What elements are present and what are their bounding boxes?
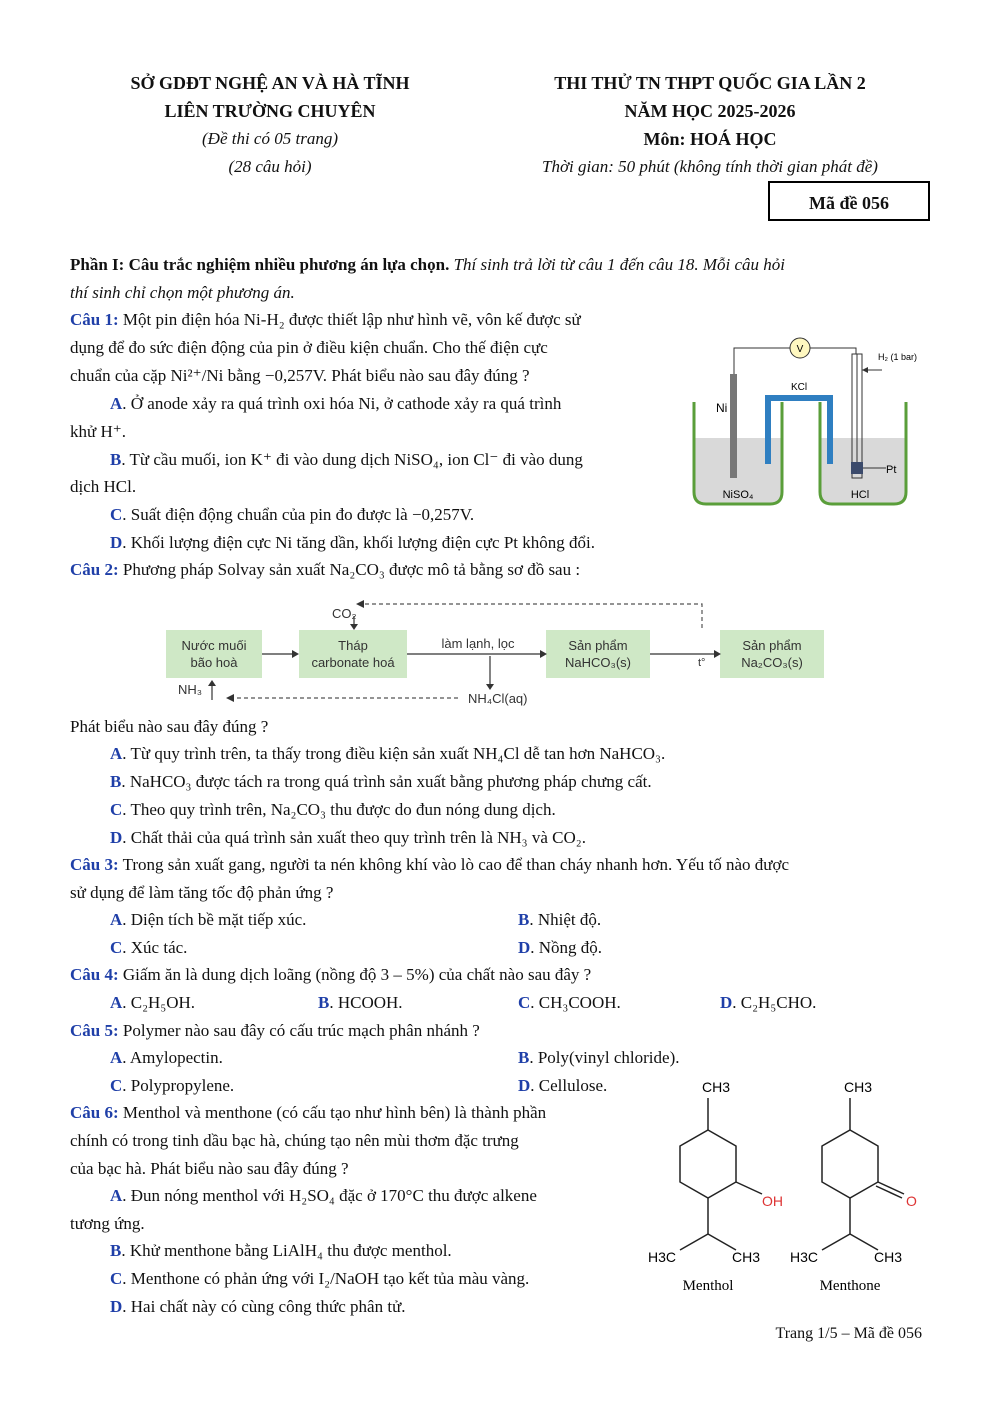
- q2-question: Phát biểu nào sau đây đúng ?: [70, 717, 269, 736]
- q1-option-b[interactable]: [110, 449, 583, 471]
- option-letter: D: [110, 1297, 123, 1316]
- q1-stem-2: dụng để đo sức điện động của pin ở điều kiện chuẩn. Cho thế điện cực: [70, 338, 548, 357]
- option-text: . Nhiệt độ.: [529, 910, 602, 929]
- menthol-h3c: H3C: [648, 1249, 677, 1265]
- q6-stem-2: chính có trong tinh dầu bạc hà, chúng tạo nên mùi thơm đặc trưng: [70, 1131, 519, 1150]
- option-letter: B: [518, 910, 530, 929]
- q6-option-a[interactable]: [110, 1185, 537, 1207]
- option-text: . Từ quy trình trên, ta thấy trong điều kiện sản xuất NH₄Cl dễ tan hơn NaHCO₃.: [122, 744, 666, 763]
- option-letter: C: [110, 800, 123, 819]
- pt-plate: [851, 462, 863, 474]
- menthol-ch3-top: CH3: [702, 1079, 731, 1095]
- menthone-label: Menthone: [819, 1278, 881, 1294]
- school-year: NĂM HỌC 2025-2026: [624, 101, 796, 121]
- q2-label: Câu 2:: [70, 560, 119, 579]
- q4-option-c[interactable]: [518, 992, 621, 1014]
- q2-option-b[interactable]: [110, 771, 652, 793]
- q3-stem-1: [70, 854, 789, 876]
- ni-label: Ni: [716, 401, 728, 415]
- option-text: . Amylopectin.: [122, 1048, 223, 1067]
- co2-down-arrow: [350, 624, 358, 630]
- q6-label: Câu 6:: [70, 1103, 119, 1122]
- duration: Thời gian: 50 phút (không tính thời gian phát đề): [542, 157, 878, 176]
- question-count-note: (28 câu hỏi): [228, 157, 312, 176]
- option-letter: D: [518, 938, 531, 957]
- option-text: . Xúc tác.: [122, 938, 188, 957]
- option-letter: D: [110, 828, 123, 847]
- option-letter: B: [318, 993, 330, 1012]
- option-text: . Diện tích bề mặt tiếp xúc.: [122, 910, 307, 929]
- q4-label: Câu 4:: [70, 965, 119, 984]
- q6-option-b[interactable]: [110, 1240, 452, 1262]
- option-text: . Polypropylene.: [122, 1076, 235, 1095]
- menthone-structure: [822, 1098, 904, 1250]
- voltmeter-label: V: [796, 344, 804, 355]
- q2-option-a[interactable]: [110, 743, 665, 765]
- option-letter: A: [110, 910, 123, 929]
- q5-option-a[interactable]: [110, 1047, 223, 1069]
- option-text: . Cellulose.: [530, 1076, 608, 1095]
- option-text: . C₂H₅CHO.: [732, 993, 817, 1012]
- h2-label: H₂ (1 bar): [878, 352, 918, 362]
- q6-text: Menthol và menthone (có cấu tạo như hình bên) là thành phần: [122, 1103, 547, 1122]
- box4-line1: Sản phẩm: [742, 638, 802, 653]
- option-letter: D: [110, 533, 123, 552]
- option-text: . Từ cầu muối, ion K⁺ đi vào dung dịch NiSO₄, ion Cl⁻ đi vào dung: [121, 450, 583, 469]
- option-letter: B: [110, 1241, 122, 1260]
- part1-instruction-2: thí sinh chỉ chọn một phương án.: [70, 283, 295, 302]
- menthol-structure: [680, 1098, 762, 1250]
- ni-electrode: [730, 374, 737, 478]
- left-wire: [734, 348, 790, 374]
- q1-stem-3: chuẩn của cặp Ni²⁺/Ni bằng −0,257V. Phát biểu nào sau đây đúng ?: [70, 366, 530, 385]
- option-text: . Đun nóng menthol với H₂SO₄ đặc ở 170°C thu được alkene: [122, 1186, 537, 1205]
- option-text: . Hai chất này có cùng công thức phân tử.: [122, 1297, 406, 1316]
- menthone-h3c: H3C: [790, 1249, 819, 1265]
- hcl-label: HCl: [850, 489, 870, 501]
- q3-stem-2: sử dụng để làm tăng tốc độ phản ứng ?: [70, 883, 334, 902]
- box2-line1: Tháp: [338, 638, 368, 653]
- q3-option-a[interactable]: [110, 909, 306, 931]
- nh4cl-label: NH₄Cl(aq): [468, 691, 528, 706]
- option-letter: C: [110, 1076, 123, 1095]
- option-text: . HCOOH.: [329, 993, 403, 1012]
- menthol-label: Menthol: [682, 1278, 734, 1294]
- q3-text: Trong sản xuất gang, người ta nén không khí vào lò cao để than cháy nhanh hơn. Yếu tố nào được: [122, 855, 790, 874]
- menthone-o: O: [906, 1193, 917, 1209]
- option-letter: A: [110, 744, 123, 763]
- option-text: . Chất thải của quá trình sản xuất theo quy trình trên là NH₃ và CO₂.: [122, 828, 586, 847]
- box3-line1: Sản phẩm: [568, 638, 628, 653]
- menthol-ch3-right: CH3: [732, 1249, 761, 1265]
- q4-option-b[interactable]: [318, 992, 403, 1014]
- q4-option-d[interactable]: [720, 992, 816, 1014]
- co2-label: CO₂: [332, 606, 357, 621]
- option-letter: B: [518, 1048, 530, 1067]
- heating-label: t°: [698, 657, 706, 669]
- arrow-1-head: [292, 650, 299, 658]
- q2-option-d[interactable]: [110, 827, 586, 849]
- q1-label: Câu 1:: [70, 310, 119, 329]
- q5-label: Câu 5:: [70, 1021, 119, 1040]
- menthol-oh: OH: [762, 1193, 783, 1209]
- option-letter: D: [720, 993, 733, 1012]
- q6-stem-1: [70, 1102, 546, 1124]
- option-letter: A: [110, 1048, 123, 1067]
- q4-option-a[interactable]: [110, 992, 195, 1014]
- arrow-2-head: [540, 650, 547, 658]
- part1-title: Phần I: Câu trắc nghiệm nhiều phương án lựa chọn.: [70, 255, 450, 274]
- nh3-recycle-arrow: [226, 694, 234, 702]
- q1-option-b-cont: dịch HCl.: [70, 477, 137, 496]
- option-letter: C: [518, 993, 531, 1012]
- option-text: . Khử menthone bằng LiAlH₄ thu được menthol.: [121, 1241, 452, 1260]
- box1-line1: Nước muối: [181, 638, 247, 653]
- q6-option-d[interactable]: [110, 1296, 406, 1318]
- co2-recycle-arrow: [356, 600, 364, 608]
- school-dept: SỞ GDĐT NGHỆ AN VÀ HÀ TĨNH: [130, 73, 410, 93]
- q3-option-d[interactable]: [518, 937, 602, 959]
- page-footer: Trang 1/5 – Mã đề 056: [775, 1325, 922, 1342]
- nh3-label: NH₃: [178, 682, 203, 697]
- q2-option-c[interactable]: [110, 799, 556, 821]
- option-text: . Poly(vinyl chloride).: [529, 1048, 680, 1067]
- q6-stem-3: của bạc hà. Phát biểu nào sau đây đúng ?: [70, 1159, 349, 1178]
- galvanic-cell-figure: [690, 328, 920, 510]
- q1-option-a[interactable]: [110, 393, 561, 415]
- part1-instruction: Thí sinh trả lời từ câu 1 đến câu 18. Mỗi câu hỏi: [453, 255, 786, 274]
- option-text: . Ở anode xảy ra quá trình oxi hóa Ni, ở cathode xảy ra quá trình: [122, 394, 562, 413]
- menthone-ch3-top: CH3: [844, 1079, 873, 1095]
- option-text: . Khối lượng điện cực Ni tăng dần, khối lượng điện cực Pt không đổi.: [122, 533, 595, 552]
- box1-line2: bão hoà: [190, 655, 238, 670]
- box2-line2: carbonate hoá: [311, 655, 395, 670]
- option-letter: B: [110, 450, 122, 469]
- school-name: LIÊN TRƯỜNG CHUYÊN: [164, 101, 376, 121]
- nh4cl-down-arrow: [486, 684, 494, 690]
- q3-option-b[interactable]: [518, 909, 601, 931]
- pt-label: Pt: [886, 464, 897, 476]
- option-letter: B: [110, 772, 122, 791]
- q5-option-c[interactable]: [110, 1075, 234, 1097]
- subject: Môn: HOÁ HỌC: [643, 129, 777, 149]
- exam-title: THI THỬ TN THPT QUỐC GIA LẦN 2: [554, 73, 866, 93]
- q2-stem: [70, 559, 580, 581]
- option-text: . Suất điện động chuẩn của pin đo được là −0,257V.: [122, 505, 475, 524]
- q3-option-c[interactable]: [110, 937, 187, 959]
- q5-option-b[interactable]: [518, 1047, 680, 1069]
- menthol-menthone-figure: [640, 1074, 920, 1300]
- arrow-3-head: [714, 650, 721, 658]
- q1-option-c[interactable]: [110, 504, 474, 526]
- q6-option-c[interactable]: [110, 1268, 529, 1290]
- q5-stem: [70, 1020, 480, 1042]
- solvay-process-diagram: [162, 588, 828, 712]
- option-text: . C₂H₅OH.: [122, 993, 196, 1012]
- option-letter: A: [110, 993, 123, 1012]
- option-text: . Theo quy trình trên, Na₂CO₃ thu được do đun nóng dung dịch.: [122, 800, 556, 819]
- box3-line2: NaHCO₃(s): [565, 655, 631, 670]
- q1-option-d[interactable]: [110, 532, 595, 554]
- q4-stem: [70, 964, 591, 986]
- q4-text: Giấm ăn là dung dịch loãng (nồng độ 3 – 5%) của chất nào sau đây ?: [122, 965, 592, 984]
- option-letter: A: [110, 1186, 123, 1205]
- q5-option-d[interactable]: [518, 1075, 607, 1097]
- option-letter: C: [110, 505, 123, 524]
- q1-option-a-cont: khử H⁺.: [70, 422, 126, 441]
- co2-recycle-line: [358, 604, 702, 628]
- option-text: . NaHCO₃ được tách ra trong quá trình sản xuất bằng phương pháp chưng cất.: [121, 772, 652, 791]
- right-wire: [810, 348, 856, 354]
- q5-text: Polymer nào sau đây có cấu trúc mạch phân nhánh ?: [122, 1021, 480, 1040]
- option-text: . Nồng độ.: [530, 938, 603, 957]
- option-letter: D: [518, 1076, 531, 1095]
- q1-text-1: Một pin điện hóa Ni-H₂ được thiết lập như hình vẽ, vôn kế được sử: [122, 310, 581, 329]
- menthone-ch3-right: CH3: [874, 1249, 903, 1265]
- q1-stem-1: [70, 309, 581, 331]
- q2-text: Phương pháp Solvay sản xuất Na₂CO₃ được mô tả bằng sơ đồ sau :: [122, 560, 581, 579]
- cooling-filter-label: làm lạnh, lọc: [441, 636, 515, 651]
- h2-arrow: [862, 367, 868, 373]
- exam-code-box: Mã đề 056: [768, 181, 930, 221]
- kcl-label: KCl: [790, 382, 808, 393]
- box4-line2: Na₂CO₃(s): [741, 655, 803, 670]
- part1-heading: [70, 254, 785, 276]
- niso4-label: NiSO₄: [722, 489, 754, 501]
- option-text: . CH₃COOH.: [530, 993, 621, 1012]
- nh3-up-arrow: [208, 680, 216, 686]
- page-count-note: (Đề thi có 05 trang): [202, 129, 338, 148]
- option-letter: C: [110, 938, 123, 957]
- option-letter: A: [110, 394, 123, 413]
- option-text: . Menthone có phản ứng với I₂/NaOH tạo kết tủa màu vàng.: [122, 1269, 530, 1288]
- q3-label: Câu 3:: [70, 855, 119, 874]
- q6-option-a-cont: tương ứng.: [70, 1214, 145, 1233]
- option-letter: C: [110, 1269, 123, 1288]
